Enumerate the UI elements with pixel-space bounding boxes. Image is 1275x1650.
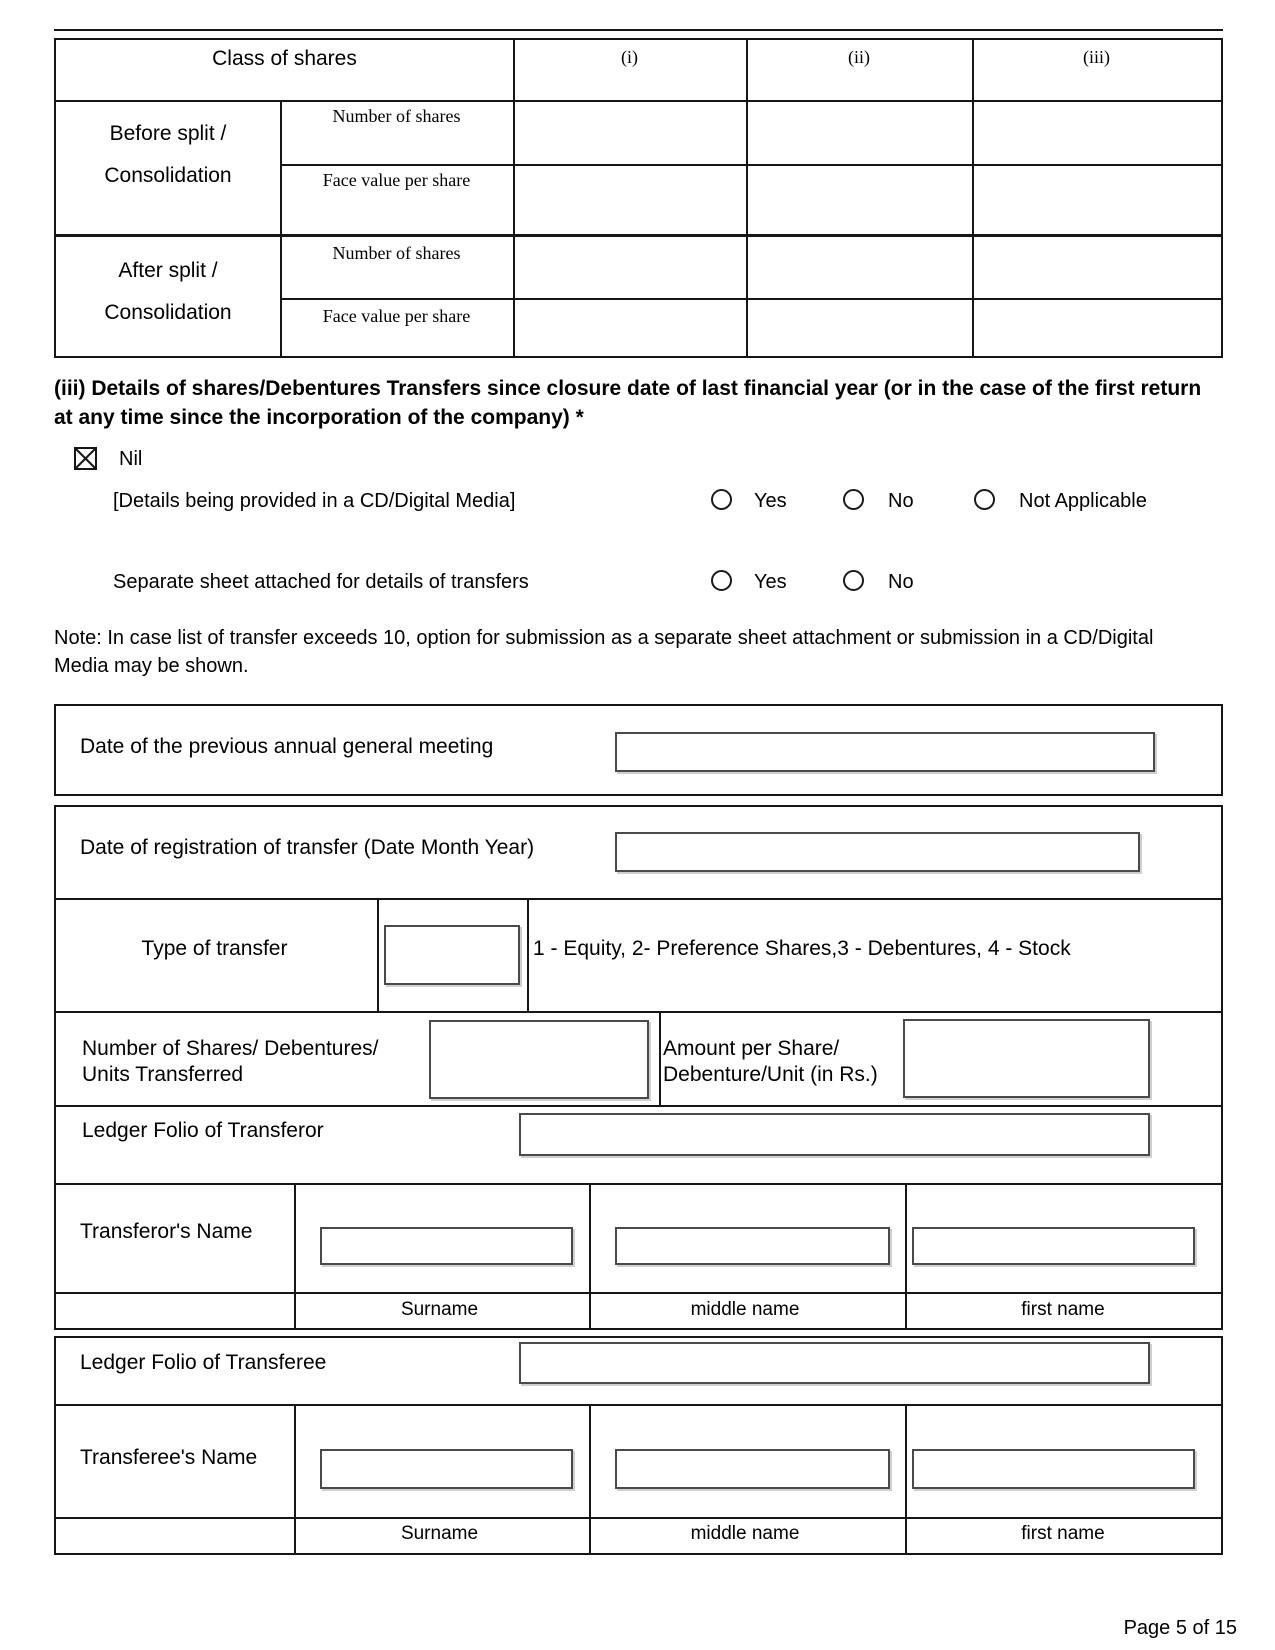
gridline xyxy=(56,1517,1221,1519)
separate-sheet-radio-no[interactable] xyxy=(843,570,864,591)
row-group-after-split xyxy=(56,237,280,356)
cd-media-no-label: No xyxy=(888,490,914,512)
column-header-ii: (ii) xyxy=(848,47,870,67)
row-label-face-value-before: Face value per share xyxy=(322,170,471,190)
after-split-line2: Consolidation xyxy=(104,301,232,324)
column-header-iii: (iii) xyxy=(1083,47,1110,67)
previous-agm-input[interactable] xyxy=(615,732,1155,772)
nil-checkbox[interactable] xyxy=(74,447,97,470)
type-of-transfer-input[interactable] xyxy=(384,925,520,985)
type-of-transfer-label: Type of transfer xyxy=(141,937,288,960)
gridline xyxy=(56,1292,1221,1294)
column-header-i: (i) xyxy=(621,47,638,67)
cd-media-radio-no[interactable] xyxy=(843,489,864,510)
previous-agm-label: Date of the previous annual general meeting xyxy=(80,735,494,758)
page-indicator: Page 5 of 15 xyxy=(1123,1617,1237,1639)
registration-date-input[interactable] xyxy=(615,832,1140,872)
first-name-caption-transferor: first name xyxy=(1021,1299,1105,1320)
transferee-name-label: Transferee's Name xyxy=(80,1446,258,1469)
section-iii-heading: (iii) Details of shares/Debentures Transfers since closure date of last financial year (or in the case of the first return at any time since the incorporation of the company) * xyxy=(54,377,1202,429)
top-rule xyxy=(54,29,1223,31)
amount-per-share-input[interactable] xyxy=(903,1019,1150,1098)
surname-caption-transferor: Surname xyxy=(400,1299,479,1320)
transferor-middle-name-input[interactable] xyxy=(615,1227,890,1265)
before-split-line2: Consolidation xyxy=(104,164,232,187)
registration-date-label: Date of registration of transfer (Date Month Year) xyxy=(80,836,535,859)
row-group-before-split xyxy=(56,100,280,234)
amount-per-share-label: Amount per Share/ Debenture/Unit (in Rs.) xyxy=(663,1037,878,1086)
number-transferred-input[interactable] xyxy=(429,1020,649,1099)
cd-media-radio-yes[interactable] xyxy=(711,489,732,510)
separate-sheet-label: Separate sheet attached for details of transfers xyxy=(113,571,529,593)
ledger-folio-transferee-label: Ledger Folio of Transferee xyxy=(80,1351,327,1374)
row-label-number-of-shares-after: Number of shares xyxy=(332,243,461,263)
table-title-class-of-shares: Class of shares xyxy=(212,47,357,70)
row-label-number-of-shares-before: Number of shares xyxy=(332,106,461,126)
gridline xyxy=(56,1183,1221,1185)
cd-media-radio-not-applicable[interactable] xyxy=(974,489,995,510)
transferee-first-name-input[interactable] xyxy=(912,1449,1195,1489)
first-name-caption-transferee: first name xyxy=(1021,1523,1105,1544)
separate-sheet-yes-label: Yes xyxy=(754,571,787,593)
gridline xyxy=(56,1105,1221,1107)
surname-caption-transferee: Surname xyxy=(400,1523,479,1544)
separate-sheet-radio-yes[interactable] xyxy=(711,570,732,591)
gridline xyxy=(527,900,529,1011)
row-label-face-value-after: Face value per share xyxy=(322,306,471,326)
transferor-surname-input[interactable] xyxy=(320,1227,573,1265)
transferee-surname-input[interactable] xyxy=(320,1449,573,1489)
nil-label: Nil xyxy=(119,448,143,470)
separate-sheet-no-label: No xyxy=(888,571,914,593)
gridline xyxy=(280,298,1221,300)
ledger-folio-transferee-input[interactable] xyxy=(519,1342,1150,1384)
after-split-line1: After split / xyxy=(118,259,218,282)
number-transferred-label: Number of Shares/ Debentures/ Units Transferred xyxy=(82,1037,379,1086)
middle-name-caption-transferor: middle name xyxy=(690,1299,800,1320)
gridline xyxy=(56,1011,1221,1013)
gridline xyxy=(377,900,379,1011)
type-of-transfer-hint: 1 - Equity, 2- Preference Shares,3 - Debentures, 4 - Stock xyxy=(533,937,1071,960)
ledger-folio-transferor-label: Ledger Folio of Transferor xyxy=(82,1119,324,1142)
ledger-folio-transferor-input[interactable] xyxy=(519,1113,1150,1156)
gridline xyxy=(659,1011,661,1105)
transferee-middle-name-input[interactable] xyxy=(615,1449,890,1489)
cd-media-label: [Details being provided in a CD/Digital Media] xyxy=(113,490,516,512)
class-of-shares-table xyxy=(54,38,1223,358)
transferor-first-name-input[interactable] xyxy=(912,1227,1195,1265)
transferor-name-label: Transferor's Name xyxy=(80,1220,253,1243)
cd-media-yes-label: Yes xyxy=(754,490,787,512)
cd-media-not-applicable-label: Not Applicable xyxy=(1019,490,1147,512)
transfer-note: Note: In case list of transfer exceeds 10, option for submission as a separate sheet attachment or submission in a CD/Digital Media may be shown. xyxy=(54,627,1154,677)
before-split-line1: Before split / xyxy=(109,122,227,145)
middle-name-caption-transferee: middle name xyxy=(690,1523,800,1544)
